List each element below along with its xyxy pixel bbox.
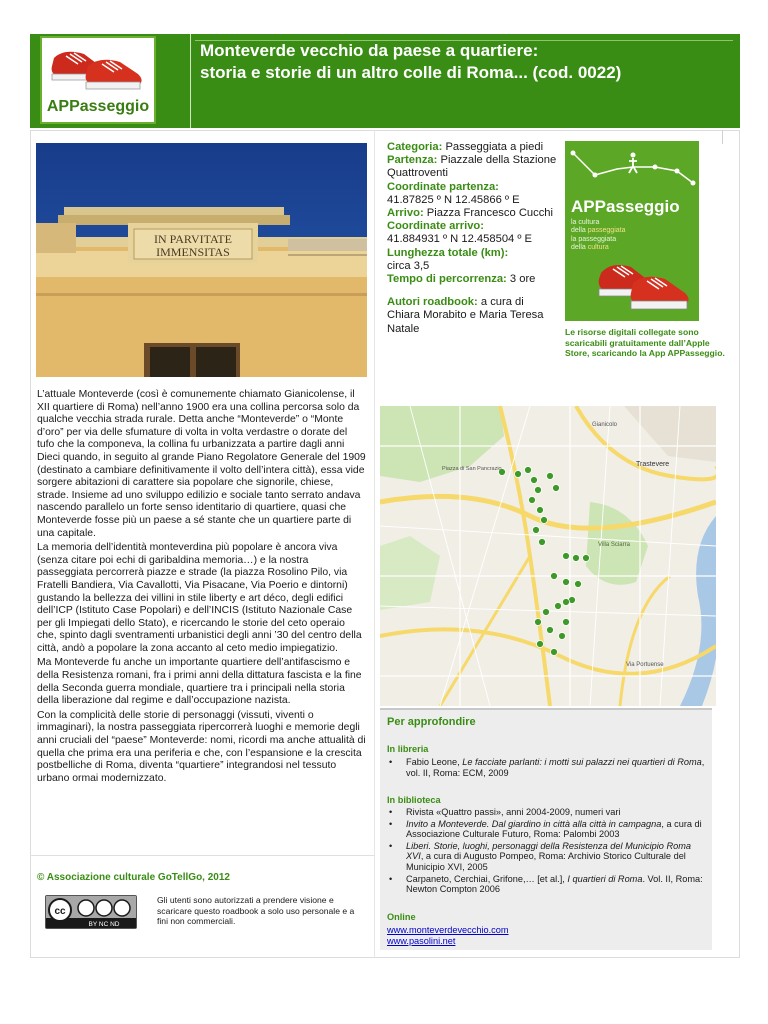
map-label-villa-sciarra: Villa Sciarra <box>598 542 630 548</box>
libreria-list <box>387 757 709 779</box>
further-reading-panel <box>380 708 712 950</box>
info-coord-partenza: 41.87825 º N 12.45866 º E <box>387 193 520 206</box>
inscription-line-2: IMMENSITAS <box>156 245 230 259</box>
list-item: • Invito a Monteverde. Dal giardino in città alla città in campagna, a cura di Associazione Culturale Futuro, Roma: Palombi 2003 <box>387 819 709 840</box>
list-item: • Rivista «Quattro passi», anni 2004-2009, numeri vari <box>387 807 709 818</box>
map-label-san-pancrazio: Piazza di San Pancrazio <box>442 466 502 472</box>
title-line-2: storia e storie di un altro colle di Roma... (cod. 0022) <box>200 63 622 82</box>
red-sneakers-icon <box>44 40 156 100</box>
paragraph-1: L’attuale Monteverde (così è comunemente chiamato Gianicolense, il XII quartiere di Roma) nell’anno 1900 era una collina percorsa solo da qualche vecchia strada rurale. Detta anche “Monteverde” o “Monte d’oro” per via delle sfumature di volta in volta verdastre o dorate del tufo che la componeva, la collina fu urbanizzata a partire dagli anni Dieci quando, in seguito al grande Piano Regolatore Generale del 1909 (destinato a cambiare definitivamente il volto dell’intera città), essa vide sorgere abitazioni di carattere sia popolare che signorile, chiese, strade. Insieme ad uno sviluppo edilizio e sociale tanto serrato andava nascendo parallelo un forte senso identitario di quartiere, quasi che Monteverde fosse più un paese a sé stante che un quartiere parte di una capitale. <box>37 389 366 539</box>
map-label-trastevere: Trastevere <box>636 461 670 468</box>
route-walker-icon <box>565 141 699 201</box>
paragraph-2: La memoria dell’identità monteverdina più popolare è ancora viva (senza citare poi echi di garibaldina memoria…) e la nostra passeggiata percorrerà piazze e strade (la piazza Rosolino Pilo, via Fratelli Bandiera, Via Cavallotti, Via Pisacane, Via Poerio e dintorni) gustando la bellezza dei villini in stile liberty e art déco, degli edifici dell’ICP (Istituto Case Popolari) e dell’INCIS (Istituto Nazionale Case per gli Impiegati dello Stato), e ricercando le storie del ceto operaio che, spinto dagli sventramenti urbanistici degli anni ’30 del centro della città, andò a popolare la zona accanto al ceto medio impiegatizio. <box>37 542 362 654</box>
list-item: • Carpaneto, Cerchiai, Grifone,… [et al.], I quartieri di Roma. Vol. II, Roma: Newton Compton 2006 <box>387 874 709 895</box>
title-line-1: Monteverde vecchio da paese a quartiere: <box>200 41 539 60</box>
paragraph-3: Ma Monteverde fu anche un importante quartiere dell’antifascismo e della Resistenza romani, fra i primi anni della dittatura fascista e la fine della Seconda guerra mondiale, quartiere tra i principali nella storia della liberazione dal regime e dall’occupazione nazista. <box>37 657 362 707</box>
info-coord-partenza-label: Coordinate partenza: <box>387 180 499 193</box>
app-promo-tagline: la cultura della passeggiata la passeggiata della cultura <box>571 219 626 252</box>
route-map[interactable] <box>380 406 716 706</box>
walk-info <box>387 141 557 336</box>
paragraph-4: Con la complicità delle storie di personaggi (vissuti, viventi o immaginari), la nostra passeggiata ripercorrerà luoghi e memorie degli anni cruciali del “paese” Monteverde: nomi, ricordi ma anche attualità di quella che prima era una periferia e che, con l’espansione e la crescita postbelliche di Roma, diventa “quartiere” integrandosi nel tessuto urbano ormai modernizzato. <box>37 709 366 784</box>
info-categoria: Categoria: Passeggiata a piedi <box>387 141 544 153</box>
info-coord-arrivo: 41.884931 º N 12.458504 º E <box>387 233 533 246</box>
online-links <box>387 925 509 946</box>
info-lunghezza: circa 3,5 <box>387 259 430 272</box>
footer-divider <box>30 855 374 856</box>
copyright-notice: © Associazione culturale GoTellGo, 2012 <box>37 872 230 883</box>
frame-corner-mark <box>722 130 723 144</box>
map-label-portuense: Via Portuense <box>626 662 664 668</box>
map-label-gianicolo: Gianicolo <box>592 422 618 428</box>
panel-title: Per approfondire <box>387 716 476 728</box>
cc-labels: BY NC ND <box>88 921 120 928</box>
section-online: Online <box>387 912 416 922</box>
page-title <box>200 40 730 84</box>
header-banner <box>30 34 740 128</box>
svg-text:cc: cc <box>54 906 66 917</box>
app-promo-title: APPasseggio <box>571 197 680 216</box>
section-biblioteca: In biblioteca <box>387 795 441 805</box>
info-lunghezza-label: Lunghezza totale (km): <box>387 246 509 259</box>
link-pasolini[interactable]: www.pasolini.net <box>387 935 456 946</box>
header-divider <box>190 34 191 128</box>
app-download-note: Le risorse digitali collegate sono scaricabili gratuitamente dall’Apple Store, scaricando la App APPasseggio. <box>565 327 725 359</box>
info-tempo: Tempo di percorrenza: 3 ore <box>387 273 536 286</box>
info-autori: Autori roadbook: a cura di Chiara Morabito e Maria Teresa Natale <box>387 296 544 335</box>
column-divider <box>374 130 375 958</box>
logo-wordmark: APPasseggio <box>46 98 150 115</box>
appasseggio-logo <box>40 36 156 124</box>
red-sneakers-icon <box>597 253 697 317</box>
biblioteca-list <box>387 807 709 896</box>
info-partenza: Partenza: Piazzale della Stazione Quattroventi <box>387 154 557 180</box>
main-description <box>37 389 367 787</box>
list-item: • Liberi. Storie, luoghi, personaggi della Resistenza del Municipio Roma XVI, a cura di Augusto Pompeo, Roma: Archivio Storico Culturale del Municipio XVI, 2005 <box>387 841 709 873</box>
link-monteverdevecchio[interactable]: www.monteverdevecchio.com <box>387 925 509 935</box>
building-photo <box>36 143 367 377</box>
inscription-line-1: IN PARVITATE <box>154 232 232 246</box>
creative-commons-badge[interactable] <box>45 895 137 929</box>
section-libreria: In libreria <box>387 744 429 754</box>
list-item: • Fabio Leone, Le facciate parlanti: i motti sui palazzi nei quartieri di Roma, vol. II, Roma: ECM, 2009 <box>387 757 709 778</box>
info-coord-arrivo-label: Coordinate arrivo: <box>387 220 484 233</box>
info-arrivo: Arrivo: Piazza Francesco Cucchi <box>387 207 554 220</box>
license-text: Gli utenti sono autorizzati a prendere visione e scaricare questo roadbook a solo uso personale e a fini non commerciali. <box>157 895 355 927</box>
app-promo-image[interactable] <box>565 141 699 321</box>
